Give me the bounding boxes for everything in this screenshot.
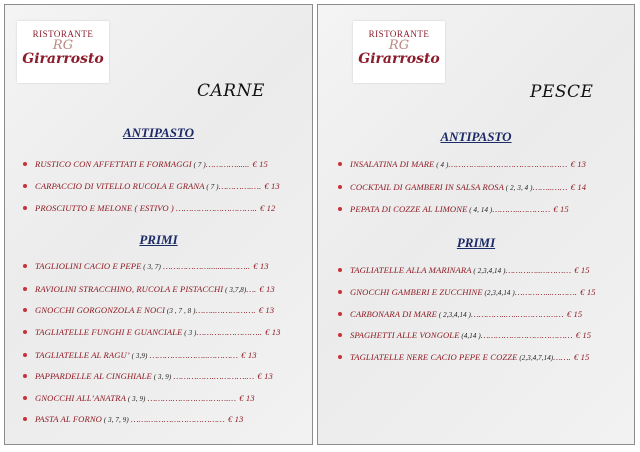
menu-item <box>338 204 569 214</box>
heading-primi-carne: PRIMI <box>139 232 178 247</box>
item-allergens: (2,3,4,14 ) <box>482 289 515 297</box>
menu-item <box>338 159 586 169</box>
item-price: € 15 <box>564 309 583 319</box>
restaurant-logo <box>17 21 109 83</box>
item-price: € 13 <box>225 414 244 424</box>
item-leader-dots: …………….………….… <box>171 371 255 381</box>
item-leader-dots: …………………..………… <box>147 350 238 360</box>
item-allergens: ( 3, 9) <box>126 395 146 403</box>
item-price: € 13 <box>238 350 257 360</box>
logo-monogram: RG <box>52 38 74 53</box>
menu-item <box>23 181 280 191</box>
logo-ristorante-text: RISTORANTE <box>32 29 94 39</box>
item-allergens: ( 4, 14 ) <box>467 206 493 214</box>
menu-item <box>23 261 269 271</box>
menu-item <box>23 414 243 424</box>
menu-item <box>338 182 586 192</box>
heading-primi-pesce: PRIMI <box>456 235 496 250</box>
item-allergens: (4,14 ) <box>459 332 481 340</box>
item-name: TAGLIOLINI CACIO E PEPE <box>35 261 142 271</box>
item-allergens: ( 2,3,4,14 ) <box>471 267 506 275</box>
item-price: € 15 <box>250 159 268 169</box>
menu-page-carne <box>4 4 313 445</box>
bullet-icon <box>23 184 27 188</box>
item-name: RAVIOLINI STRACCHINO, RUCOLA E PISTACCHI <box>35 284 224 294</box>
item-leader-dots: ………………………….. <box>173 203 257 213</box>
bullet-icon <box>23 417 27 421</box>
item-name: RUSTICO CON AFFETTATI E FORMAGGI <box>35 159 192 169</box>
item-leader-dots: ……..…… <box>532 182 568 192</box>
heading-antipasto-carne: ANTIPASTO <box>122 125 195 140</box>
logo-monogram: RG <box>388 38 410 53</box>
bullet-icon <box>338 162 342 166</box>
item-price: € 15 <box>573 330 592 340</box>
bullet-icon <box>338 268 342 272</box>
item-leader-dots: …………...………. <box>514 287 577 297</box>
menu-item <box>23 393 255 403</box>
item-leader-dots: ………..………… <box>492 204 551 214</box>
item-price: € 13 <box>262 327 281 337</box>
menu-page-pesce <box>317 4 635 445</box>
menu-item <box>23 350 257 360</box>
item-price: € 13 <box>262 181 280 191</box>
item-leader-dots: …………………….. <box>196 327 262 337</box>
menu-item <box>338 265 590 275</box>
item-name: CARPACCIO DI VITELLO RUCOLA E GRANA <box>35 181 205 191</box>
item-allergens: ( 7 ) <box>204 183 219 191</box>
bullet-icon <box>23 264 27 268</box>
item-name: PAPPARDELLE AL CINGHIALE <box>35 371 152 381</box>
menu-item <box>23 159 268 169</box>
bullet-icon <box>23 308 27 312</box>
menu-item <box>23 203 275 213</box>
item-allergens: ( 3 ) <box>182 329 197 337</box>
item-allergens: ( 3, 7, 9) <box>101 416 129 424</box>
heading-antipasto-pesce: ANTIPASTO <box>440 129 512 144</box>
item-price: € 13 <box>250 261 269 271</box>
item-name: INSALATINA DI MARE <box>350 159 435 169</box>
item-allergens: (3 , 7 , 8 ) <box>165 307 196 315</box>
bullet-icon <box>338 312 342 316</box>
item-leader-dots: …………..…..……………… <box>470 309 564 319</box>
bullet-icon <box>338 355 342 359</box>
item-name: TAGLIATELLE AL RAGU’ <box>35 350 130 360</box>
bullet-icon <box>338 333 342 337</box>
item-price: € 12 <box>257 203 276 213</box>
item-allergens: ( 4 ) <box>434 161 449 169</box>
menu-item <box>338 352 589 362</box>
item-price: € 15 <box>551 204 569 214</box>
item-allergens: ( 3,7,8) <box>223 286 247 294</box>
menu-item <box>23 305 274 315</box>
item-leader-dots: ………………..........…….. <box>160 261 250 271</box>
item-name: GNOCCHI GORGONZOLA E NOCI <box>35 305 166 315</box>
item-price: € 15 <box>571 265 590 275</box>
item-name: PEPATA DI COZZE AL LIMONE <box>350 204 468 214</box>
bullet-icon <box>23 162 27 166</box>
item-allergens: ( 3, 9) <box>151 373 172 381</box>
bullet-icon <box>23 374 27 378</box>
menu-item <box>23 284 275 294</box>
item-name: TAGLIATELLE FUNGHI E GUANCIALE <box>35 327 183 337</box>
item-leader-dots: …. <box>246 284 257 294</box>
item-leader-dots: …………..………… <box>505 265 571 275</box>
bullet-icon <box>338 207 342 211</box>
item-leader-dots: ………….…. <box>218 181 262 191</box>
item-leader-dots: …………...... <box>205 159 250 169</box>
menu-item <box>23 371 273 381</box>
bullet-icon <box>23 353 27 357</box>
item-name: PASTA AL FORNO <box>35 414 102 424</box>
bullet-icon <box>338 290 342 294</box>
restaurant-logo <box>353 21 445 83</box>
item-name: TAGLIATELLE ALLA MARINARA <box>350 265 472 275</box>
menu-item <box>338 309 582 319</box>
item-price: € 14 <box>568 182 587 192</box>
bullet-icon <box>23 206 27 210</box>
item-price: € 13 <box>255 371 273 381</box>
item-price: € 13 <box>256 305 275 315</box>
item-allergens: ( 7 ) <box>191 161 206 169</box>
item-price: € 13 <box>257 284 275 294</box>
bullet-icon <box>23 330 27 334</box>
item-name: COCKTAIL DI GAMBERI IN SALSA ROSA <box>350 182 504 192</box>
item-price: € 13 <box>236 393 255 403</box>
item-name: CARBONARA DI MARE <box>350 309 437 319</box>
page-title-pesce: PESCE <box>530 82 594 102</box>
menu-item <box>338 287 596 297</box>
bullet-icon <box>338 185 342 189</box>
item-name: GNOCCHI ALL’ANATRA <box>35 393 127 403</box>
item-price: € 15 <box>577 287 596 297</box>
item-allergens: ( 3,9) <box>129 352 148 360</box>
item-name: TAGLIATELLE NERE CACIO PEPE E COZZE <box>350 352 518 362</box>
item-allergens: ( 2, 3, 4 ) <box>503 184 533 192</box>
logo-name: Girarrosto <box>358 51 440 67</box>
item-price: € 15 <box>571 352 590 362</box>
menu-item <box>23 327 281 337</box>
menu-item <box>338 330 591 340</box>
item-name: GNOCCHI GAMBERI E ZUCCHINE <box>350 287 483 297</box>
item-price: € 13 <box>568 159 587 169</box>
bullet-icon <box>23 396 27 400</box>
item-leader-dots: …….………………………… <box>128 414 225 424</box>
item-leader-dots: ……. <box>553 352 571 362</box>
item-allergens: (2,3,4,7,14) <box>517 354 554 362</box>
item-leader-dots: ……..……………. <box>195 305 256 315</box>
item-allergens: ( 2,3,4,14 ) <box>436 311 471 319</box>
item-leader-dots: ……….………………….… <box>145 393 236 403</box>
item-allergens: ( 3, 7) <box>141 263 161 271</box>
logo-name: Girarrosto <box>22 51 104 67</box>
item-leader-dots: ……………………………… <box>480 330 573 340</box>
item-name: SPAGHETTI ALLE VONGOLE <box>350 330 460 340</box>
logo-ristorante-text: RISTORANTE <box>368 29 430 39</box>
bullet-icon <box>23 287 27 291</box>
item-name: PROSCIUTTO E MELONE ( ESTIVO ) <box>35 203 174 213</box>
page-title-carne: CARNE <box>197 81 265 101</box>
item-leader-dots: …………..…………………………… <box>448 159 568 169</box>
